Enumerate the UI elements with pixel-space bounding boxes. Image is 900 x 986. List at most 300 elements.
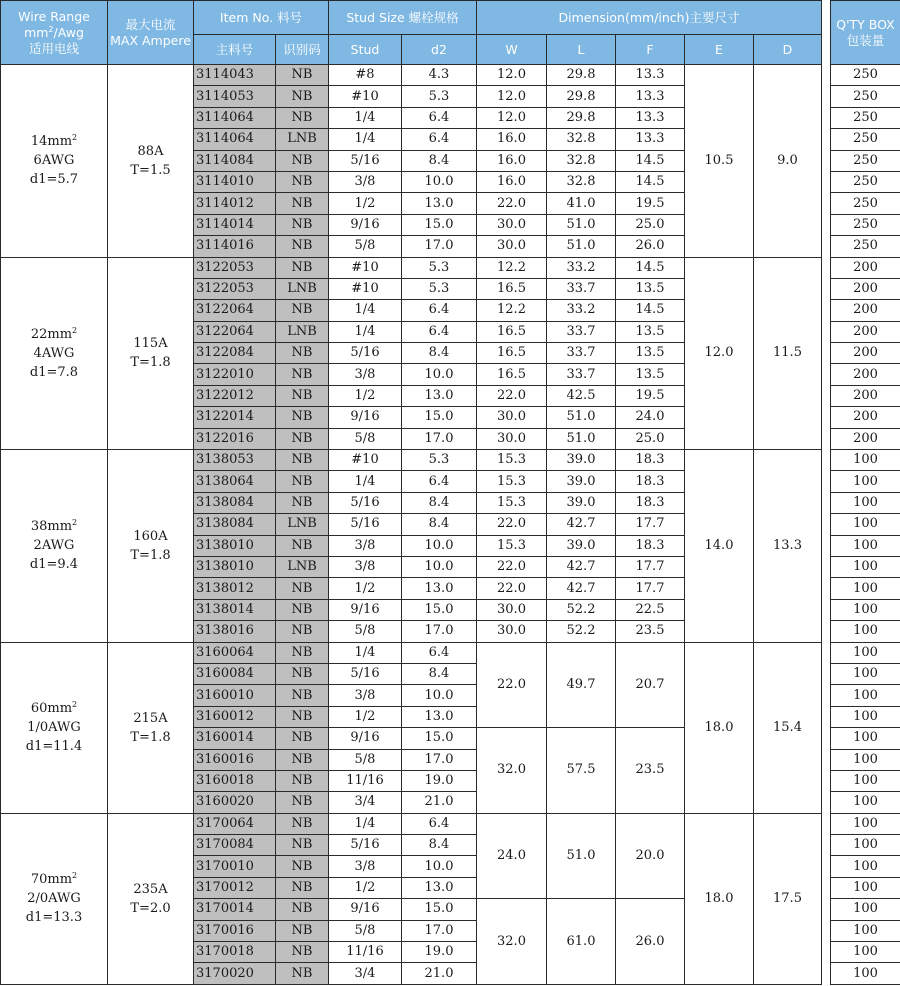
code-cell: NB <box>276 963 329 984</box>
wire-range-cell <box>1 813 108 984</box>
l-cell: 51.0 <box>547 214 616 235</box>
d2-cell: 17.0 <box>402 236 477 257</box>
stud-cell: 5/8 <box>329 428 402 449</box>
w-cell: 22.0 <box>477 514 547 535</box>
ampere-value: 115A <box>133 336 168 352</box>
d2-cell: 4.3 <box>402 65 477 86</box>
part-number-cell: 3138053 <box>194 450 276 471</box>
code-cell: NB <box>276 942 329 963</box>
f-cell: 18.3 <box>616 450 685 471</box>
header-wire-cn: 适用电线 <box>28 40 79 56</box>
e-cell: 18.0 <box>685 813 754 984</box>
qty-cell: 250 <box>831 86 900 107</box>
d2-cell: 13.0 <box>402 706 477 727</box>
stud-cell: 5/8 <box>329 920 402 941</box>
part-number-cell: 3170012 <box>194 877 276 898</box>
code-cell: NB <box>276 920 329 941</box>
wire-mm2: $22mm^2$ <box>30 325 78 342</box>
qty-cell: 100 <box>831 685 900 706</box>
d2-cell: 15.0 <box>402 728 477 749</box>
w-cell: 22.0 <box>477 578 547 599</box>
code-cell: NB <box>276 150 329 171</box>
l-cell: 29.8 <box>547 65 616 86</box>
d2-cell: 21.0 <box>402 792 477 813</box>
header-qty-en: Q'TY BOX <box>836 16 895 32</box>
header-code: 识别码 <box>276 35 329 65</box>
header-max-cn: 最大电流 <box>125 16 176 32</box>
qty-cell: 200 <box>831 300 900 321</box>
d2-cell: 8.4 <box>402 835 477 856</box>
d-cell: 11.5 <box>754 257 822 450</box>
qty-cell: 200 <box>831 257 900 278</box>
code-cell: NB <box>276 663 329 684</box>
e-cell: 12.0 <box>685 257 754 450</box>
part-number-cell: 3122016 <box>194 428 276 449</box>
d2-cell: 15.0 <box>402 214 477 235</box>
part-number-cell: 3160010 <box>194 685 276 706</box>
d-cell: 17.5 <box>754 813 822 984</box>
max-ampere-cell <box>108 257 194 450</box>
w-cell: 15.3 <box>477 492 547 513</box>
f-cell: 18.3 <box>616 535 685 556</box>
part-number-cell: 3122014 <box>194 407 276 428</box>
stud-cell: 11/16 <box>329 770 402 791</box>
header-wire-range <box>1 1 108 65</box>
qty-cell: 100 <box>831 621 900 642</box>
column-gap <box>822 65 831 258</box>
column-gap <box>822 450 831 643</box>
l-cell: 33.7 <box>547 278 616 299</box>
qty-cell: 100 <box>831 835 900 856</box>
f-cell: 13.3 <box>616 86 685 107</box>
w-cell: 12.2 <box>477 300 547 321</box>
stud-cell: 1/4 <box>329 107 402 128</box>
stud-cell: 3/4 <box>329 792 402 813</box>
w-cell: 16.5 <box>477 278 547 299</box>
stud-cell: 1/2 <box>329 578 402 599</box>
code-cell: NB <box>276 535 329 556</box>
f-cell: 13.3 <box>616 65 685 86</box>
d2-cell: 8.4 <box>402 663 477 684</box>
wire-range-cell <box>1 642 108 813</box>
f-cell: 25.0 <box>616 428 685 449</box>
l-cell: 42.5 <box>547 385 616 406</box>
stud-cell: 5/16 <box>329 663 402 684</box>
code-cell: LNB <box>276 129 329 150</box>
code-cell: NB <box>276 236 329 257</box>
wire-awg: 4AWG <box>33 345 75 361</box>
part-number-cell: 3170084 <box>194 835 276 856</box>
thickness-value: T=1.8 <box>130 547 171 563</box>
e-cell: 18.0 <box>685 642 754 813</box>
code-cell: NB <box>276 706 329 727</box>
qty-cell: 100 <box>831 514 900 535</box>
l-cell: 51.0 <box>547 813 616 899</box>
w-cell: 22.0 <box>477 556 547 577</box>
wire-d1: d1=11.4 <box>25 739 83 755</box>
d2-cell: 13.0 <box>402 385 477 406</box>
table-row <box>1 65 900 86</box>
l-cell: 33.2 <box>547 257 616 278</box>
w-cell: 16.5 <box>477 321 547 342</box>
code-cell: NB <box>276 749 329 770</box>
wire-mm2: $14mm^2$ <box>30 133 78 150</box>
l-cell: 51.0 <box>547 407 616 428</box>
qty-cell: 100 <box>831 642 900 663</box>
l-cell: 39.0 <box>547 471 616 492</box>
d2-cell: 19.0 <box>402 770 477 791</box>
max-ampere-cell <box>108 642 194 813</box>
header-part-no: 主料号 <box>194 35 276 65</box>
code-cell: NB <box>276 193 329 214</box>
header-d: D <box>754 35 822 65</box>
d2-cell: 8.4 <box>402 343 477 364</box>
d2-cell: 8.4 <box>402 492 477 513</box>
header-l: L <box>547 35 616 65</box>
l-cell: 29.8 <box>547 86 616 107</box>
d2-cell: 13.0 <box>402 193 477 214</box>
d2-cell: 17.0 <box>402 621 477 642</box>
d2-cell: 17.0 <box>402 749 477 770</box>
qty-cell: 200 <box>831 364 900 385</box>
stud-cell: 9/16 <box>329 407 402 428</box>
part-number-cell: 3138012 <box>194 578 276 599</box>
l-cell: 42.7 <box>547 514 616 535</box>
wire-mm2: $60mm^2$ <box>30 700 78 717</box>
part-number-cell: 3114043 <box>194 65 276 86</box>
part-number-cell: 3160014 <box>194 728 276 749</box>
d2-cell: 15.0 <box>402 407 477 428</box>
stud-cell: 3/8 <box>329 364 402 385</box>
qty-cell: 250 <box>831 107 900 128</box>
part-number-cell: 3138016 <box>194 621 276 642</box>
f-cell: 20.7 <box>616 642 685 728</box>
part-number-cell: 3114012 <box>194 193 276 214</box>
header-dimension: Dimension(mm/inch)主要尺寸 <box>477 1 822 35</box>
w-cell: 16.0 <box>477 129 547 150</box>
l-cell: 51.0 <box>547 236 616 257</box>
l-cell: 32.8 <box>547 150 616 171</box>
l-cell: 33.7 <box>547 321 616 342</box>
w-cell: 15.3 <box>477 450 547 471</box>
w-cell: 30.0 <box>477 599 547 620</box>
wire-mm2: $38mm^2$ <box>30 518 78 535</box>
stud-cell: 1/2 <box>329 385 402 406</box>
header-qty-box <box>831 1 900 65</box>
stud-cell: 5/16 <box>329 343 402 364</box>
stud-cell: 9/16 <box>329 899 402 920</box>
qty-cell: 100 <box>831 556 900 577</box>
column-gap <box>822 813 831 984</box>
qty-cell: 100 <box>831 749 900 770</box>
f-cell: 24.0 <box>616 407 685 428</box>
d2-cell: 19.0 <box>402 942 477 963</box>
f-cell: 13.5 <box>616 321 685 342</box>
d2-cell: 21.0 <box>402 963 477 984</box>
d2-cell: 13.0 <box>402 877 477 898</box>
part-number-cell: 3170014 <box>194 899 276 920</box>
part-number-cell: 3122010 <box>194 364 276 385</box>
f-cell: 14.5 <box>616 257 685 278</box>
l-cell: 57.5 <box>547 728 616 814</box>
l-cell: 39.0 <box>547 535 616 556</box>
stud-cell: 3/8 <box>329 856 402 877</box>
table-row <box>1 257 900 278</box>
header-stud-size: Stud Size 螺栓规格 <box>329 1 477 35</box>
w-cell: 32.0 <box>477 728 547 814</box>
qty-cell: 100 <box>831 856 900 877</box>
d2-cell: 13.0 <box>402 578 477 599</box>
d-cell: 15.4 <box>754 642 822 813</box>
part-number-cell: 3122012 <box>194 385 276 406</box>
qty-cell: 250 <box>831 214 900 235</box>
code-cell: NB <box>276 813 329 834</box>
part-number-cell: 3160012 <box>194 706 276 727</box>
part-number-cell: 3122064 <box>194 321 276 342</box>
qty-cell: 100 <box>831 471 900 492</box>
l-cell: 52.2 <box>547 621 616 642</box>
d2-cell: 15.0 <box>402 899 477 920</box>
stud-cell: 1/4 <box>329 471 402 492</box>
f-cell: 13.3 <box>616 107 685 128</box>
part-number-cell: 3114053 <box>194 86 276 107</box>
part-number-cell: 3114084 <box>194 150 276 171</box>
stud-cell: #10 <box>329 450 402 471</box>
d2-cell: 10.0 <box>402 364 477 385</box>
w-cell: 12.0 <box>477 65 547 86</box>
d2-cell: 10.0 <box>402 685 477 706</box>
ampere-value: 160A <box>133 528 168 544</box>
wire-awg: 6AWG <box>33 153 75 169</box>
d2-cell: 6.4 <box>402 107 477 128</box>
f-cell: 25.0 <box>616 214 685 235</box>
l-cell: 42.7 <box>547 578 616 599</box>
max-ampere-cell <box>108 450 194 643</box>
w-cell: 12.2 <box>477 257 547 278</box>
qty-cell: 100 <box>831 663 900 684</box>
l-cell: 32.8 <box>547 129 616 150</box>
part-number-cell: 3114064 <box>194 129 276 150</box>
stud-cell: 5/8 <box>329 621 402 642</box>
ampere-value: 215A <box>133 710 168 726</box>
table-row <box>1 642 900 663</box>
table-row <box>1 450 900 471</box>
qty-cell: 100 <box>831 813 900 834</box>
code-cell: LNB <box>276 556 329 577</box>
f-cell: 13.5 <box>616 364 685 385</box>
l-cell: 39.0 <box>547 450 616 471</box>
qty-cell: 100 <box>831 706 900 727</box>
part-number-cell: 3122053 <box>194 278 276 299</box>
part-number-cell: 3138014 <box>194 599 276 620</box>
header-w: W <box>477 35 547 65</box>
stud-cell: 5/16 <box>329 150 402 171</box>
header-max-en: MAX Ampere <box>110 32 191 48</box>
stud-cell: 5/8 <box>329 236 402 257</box>
spec-table-body <box>1 65 900 985</box>
f-cell: 26.0 <box>616 236 685 257</box>
stud-cell: 1/2 <box>329 877 402 898</box>
d2-cell: 5.3 <box>402 450 477 471</box>
d2-cell: 15.0 <box>402 599 477 620</box>
w-cell: 16.5 <box>477 343 547 364</box>
header-e: E <box>685 35 754 65</box>
code-cell: NB <box>276 856 329 877</box>
stud-cell: 1/2 <box>329 193 402 214</box>
code-cell: NB <box>276 835 329 856</box>
code-cell: NB <box>276 728 329 749</box>
code-cell: NB <box>276 899 329 920</box>
wire-mm2: $70mm^2$ <box>30 871 78 888</box>
qty-cell: 100 <box>831 899 900 920</box>
qty-cell: 250 <box>831 171 900 192</box>
stud-cell: 1/4 <box>329 321 402 342</box>
code-cell: NB <box>276 578 329 599</box>
qty-cell: 100 <box>831 877 900 898</box>
header-wire-range-en: Wire Range <box>18 8 90 24</box>
qty-cell: 100 <box>831 770 900 791</box>
code-cell: NB <box>276 257 329 278</box>
code-cell: NB <box>276 492 329 513</box>
code-cell: LNB <box>276 514 329 535</box>
part-number-cell: 3170018 <box>194 942 276 963</box>
f-cell: 22.5 <box>616 599 685 620</box>
code-cell: NB <box>276 770 329 791</box>
w-cell: 22.0 <box>477 385 547 406</box>
wire-d1: d1=13.3 <box>25 910 83 926</box>
l-cell: 32.8 <box>547 171 616 192</box>
qty-cell: 100 <box>831 792 900 813</box>
qty-cell: 200 <box>831 321 900 342</box>
qty-cell: 200 <box>831 343 900 364</box>
part-number-cell: 3114064 <box>194 107 276 128</box>
thickness-value: T=1.5 <box>130 162 171 178</box>
thickness-value: T=1.8 <box>130 729 171 745</box>
code-cell: NB <box>276 65 329 86</box>
thickness-value: T=2.0 <box>130 900 171 916</box>
f-cell: 19.5 <box>616 193 685 214</box>
qty-cell: 250 <box>831 150 900 171</box>
wire-awg: 2AWG <box>33 538 75 554</box>
qty-cell: 100 <box>831 492 900 513</box>
part-number-cell: 3122064 <box>194 300 276 321</box>
wire-d1: d1=5.7 <box>29 172 79 188</box>
d2-cell: 8.4 <box>402 514 477 535</box>
code-cell: NB <box>276 364 329 385</box>
header-max-ampere <box>108 1 194 65</box>
stud-cell: 5/16 <box>329 492 402 513</box>
part-number-cell: 3114010 <box>194 171 276 192</box>
part-number-cell: 3138064 <box>194 471 276 492</box>
code-cell: LNB <box>276 278 329 299</box>
part-number-cell: 3170064 <box>194 813 276 834</box>
f-cell: 17.7 <box>616 514 685 535</box>
stud-cell: #10 <box>329 257 402 278</box>
d-cell: 9.0 <box>754 65 822 258</box>
d2-cell: 10.0 <box>402 535 477 556</box>
code-cell: NB <box>276 792 329 813</box>
stud-cell: 3/8 <box>329 171 402 192</box>
e-cell: 10.5 <box>685 65 754 258</box>
d2-cell: 10.0 <box>402 856 477 877</box>
d2-cell: 6.4 <box>402 300 477 321</box>
l-cell: 29.8 <box>547 107 616 128</box>
part-number-cell: 3114014 <box>194 214 276 235</box>
l-cell: 33.2 <box>547 300 616 321</box>
qty-cell: 100 <box>831 963 900 984</box>
wire-awg: 1/0AWG <box>27 720 81 736</box>
code-cell: NB <box>276 621 329 642</box>
stud-cell: 1/4 <box>329 129 402 150</box>
d2-cell: 10.0 <box>402 171 477 192</box>
w-cell: 22.0 <box>477 193 547 214</box>
qty-cell: 100 <box>831 599 900 620</box>
thickness-value: T=1.8 <box>130 355 171 371</box>
d2-cell: 8.4 <box>402 150 477 171</box>
part-number-cell: 3122053 <box>194 257 276 278</box>
header-stud: Stud <box>329 35 402 65</box>
wire-awg: 2/0AWG <box>27 891 81 907</box>
stud-cell: #10 <box>329 278 402 299</box>
w-cell: 15.3 <box>477 535 547 556</box>
part-number-cell: 3160016 <box>194 749 276 770</box>
ampere-value: 235A <box>133 881 168 897</box>
code-cell: LNB <box>276 321 329 342</box>
d2-cell: 5.3 <box>402 257 477 278</box>
d2-cell: 6.4 <box>402 813 477 834</box>
d-cell: 13.3 <box>754 450 822 643</box>
wire-range-cell <box>1 450 108 643</box>
w-cell: 30.0 <box>477 428 547 449</box>
w-cell: 15.3 <box>477 471 547 492</box>
qty-cell: 250 <box>831 65 900 86</box>
stud-cell: 3/8 <box>329 535 402 556</box>
d2-cell: 6.4 <box>402 129 477 150</box>
column-gap <box>822 257 831 450</box>
d2-cell: 17.0 <box>402 428 477 449</box>
part-number-cell: 3138084 <box>194 514 276 535</box>
stud-cell: 3/4 <box>329 963 402 984</box>
d2-cell: 6.4 <box>402 471 477 492</box>
w-cell: 30.0 <box>477 214 547 235</box>
part-number-cell: 3160018 <box>194 770 276 791</box>
part-number-cell: 3170020 <box>194 963 276 984</box>
header-d2: d2 <box>402 35 477 65</box>
f-cell: 17.7 <box>616 578 685 599</box>
stud-cell: #10 <box>329 86 402 107</box>
part-number-cell: 3122084 <box>194 343 276 364</box>
code-cell: NB <box>276 642 329 663</box>
stud-cell: #8 <box>329 65 402 86</box>
d2-cell: 6.4 <box>402 321 477 342</box>
code-cell: NB <box>276 343 329 364</box>
code-cell: NB <box>276 407 329 428</box>
w-cell: 30.0 <box>477 407 547 428</box>
stud-cell: 5/8 <box>329 749 402 770</box>
qty-cell: 200 <box>831 428 900 449</box>
qty-cell: 200 <box>831 385 900 406</box>
stud-cell: 3/8 <box>329 556 402 577</box>
part-number-cell: 3170010 <box>194 856 276 877</box>
f-cell: 18.3 <box>616 492 685 513</box>
l-cell: 52.2 <box>547 599 616 620</box>
f-cell: 17.7 <box>616 556 685 577</box>
f-cell: 18.3 <box>616 471 685 492</box>
f-cell: 26.0 <box>616 899 685 985</box>
code-cell: NB <box>276 86 329 107</box>
w-cell: 16.0 <box>477 150 547 171</box>
part-number-cell: 3138010 <box>194 556 276 577</box>
